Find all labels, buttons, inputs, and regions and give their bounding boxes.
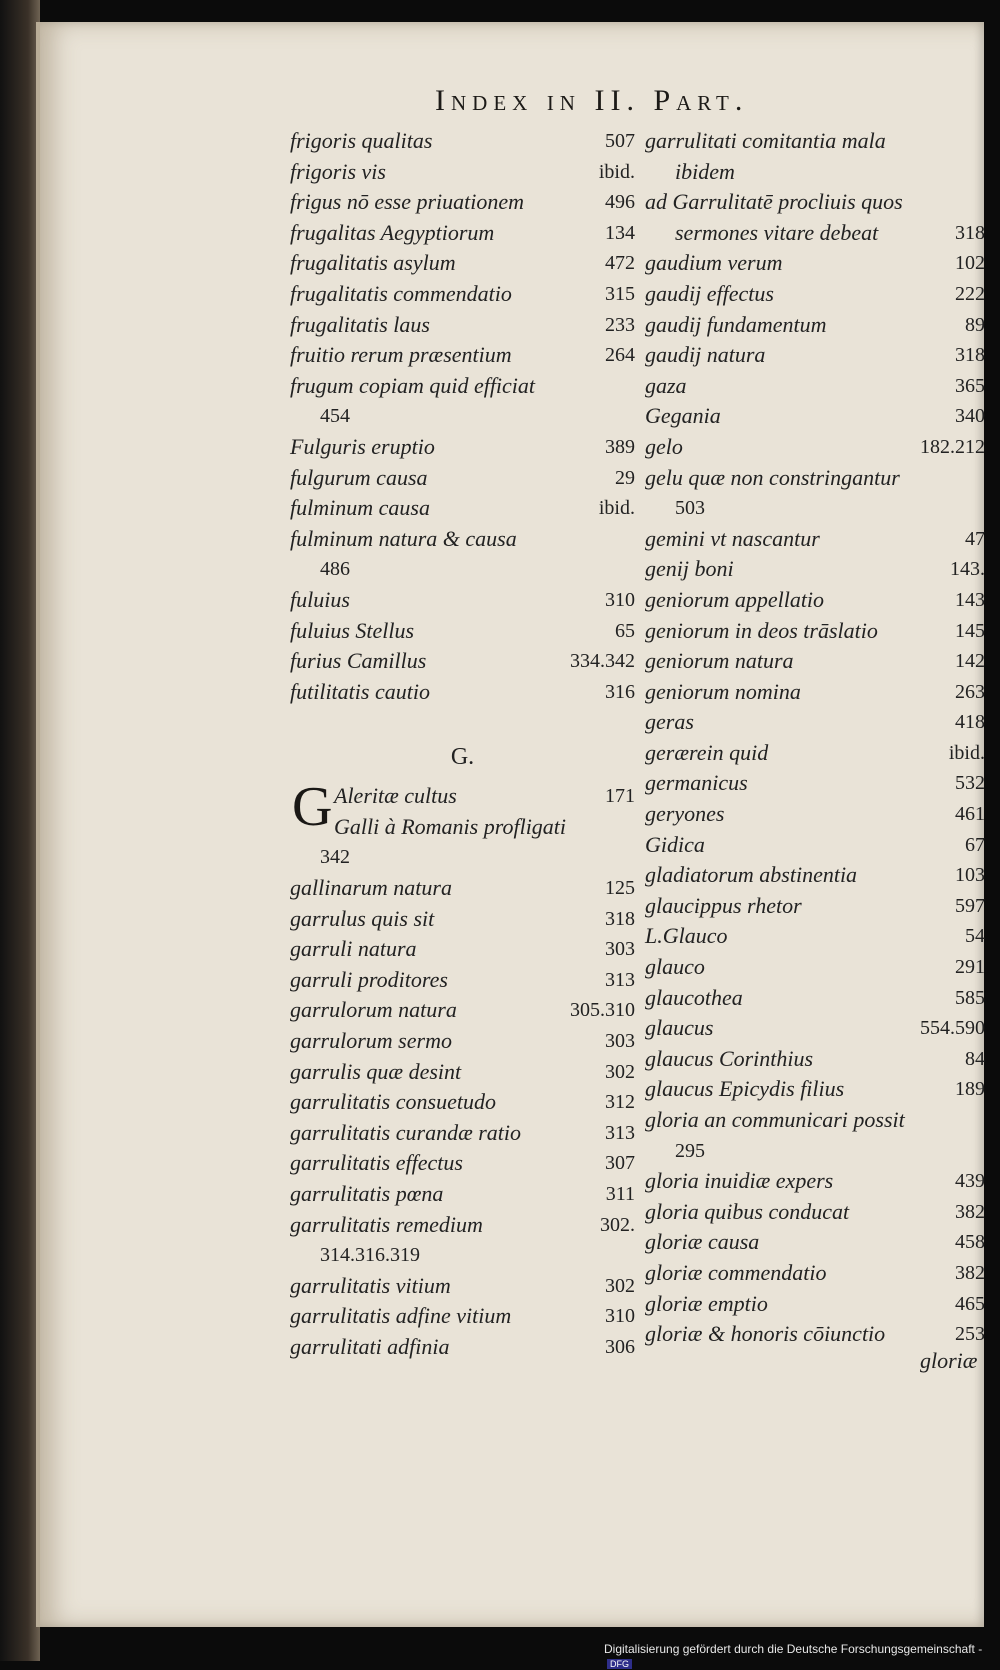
index-entry (290, 279, 635, 310)
entry-page-ref: 253 (955, 1323, 985, 1346)
entry-term: geniorum appellatio (645, 586, 825, 612)
entry-page-ref: 303 (605, 938, 635, 961)
entry-page-ref: 47 (965, 527, 985, 550)
entry-page-ref: ibid. (598, 497, 635, 520)
entry-page-ref: 597 (955, 894, 985, 917)
index-entry (645, 616, 985, 647)
entry-term: garrulitati comitantia mala (645, 128, 886, 153)
running-head: Index in II. Part. (435, 84, 749, 117)
entry-term: futilitatis cautio (290, 678, 430, 704)
entry-term: ibidem (675, 158, 735, 184)
index-entry (290, 554, 635, 585)
entry-term: gaudium verum (645, 250, 783, 276)
entry-page-ref: 310 (605, 1305, 635, 1328)
entry-page-ref: 340 (955, 405, 985, 428)
index-entry (290, 1271, 635, 1302)
entry-term: glaucus Corinthius (645, 1045, 814, 1071)
index-entry (290, 965, 635, 996)
entry-term: garruli natura (290, 936, 417, 962)
entry-term: garrulitatis adfine vitium (290, 1303, 512, 1329)
entry-page-ref: 334.342 (570, 650, 635, 673)
entry-page-ref: 310 (605, 588, 635, 611)
entry-term: fulgurum causa (290, 464, 428, 490)
entry-term: garrulitatis effectus (290, 1150, 463, 1176)
entry-term: gloria quibus conducat (645, 1198, 850, 1224)
entry-page-ref: 465 (955, 1292, 985, 1315)
entry-page-ref: 318 (955, 221, 985, 244)
entry-page-ref: 142 (955, 650, 985, 673)
entry-term: gaza (645, 372, 687, 398)
index-entry (290, 1026, 635, 1057)
entry-term: frigoris vis (290, 158, 386, 184)
index-entry (290, 812, 635, 843)
entry-term: glaucus Epicydis filius (645, 1076, 845, 1102)
entry-term: Gidica (645, 831, 705, 857)
entry-term: glauco (645, 954, 705, 980)
entry-page-ref: 302. (600, 1213, 635, 1236)
index-entry (645, 1136, 985, 1167)
entry-term: genij boni (645, 556, 734, 582)
entry-page-ref: 102 (955, 252, 985, 275)
entry-term: garrulorum sermo (290, 1028, 452, 1054)
entry-term: 454 (320, 405, 350, 428)
entry-page-ref: 103 (955, 864, 985, 887)
entry-term: Aleritæ cultus (334, 783, 457, 809)
entry-term: Galli à Romanis profligati (334, 813, 567, 839)
entry-term: Gegania (645, 403, 721, 429)
entry-page-ref: 365 (955, 374, 985, 397)
entry-term: gaudij natura (645, 342, 766, 368)
index-entry (645, 830, 985, 861)
index-entry (645, 310, 985, 341)
entry-term: gloriæ & honoris cōiunctio (645, 1321, 886, 1347)
entry-term: geniorum natura (645, 648, 794, 674)
index-entry (290, 904, 635, 935)
index-entry (645, 554, 985, 585)
index-entry (290, 463, 635, 494)
index-entry (645, 493, 985, 524)
index-entry (290, 310, 635, 341)
credit-text: Digitalisierung gefördert durch die Deutsche Forschungsgemeinschaft - (604, 1642, 983, 1656)
index-entry (290, 1210, 635, 1241)
index-entry (645, 524, 985, 555)
entry-term: garrulitatis curandæ ratio (290, 1119, 522, 1145)
index-entry (645, 279, 985, 310)
index-entry (645, 218, 985, 249)
index-entry (290, 1087, 635, 1118)
index-entry (645, 463, 985, 494)
index-entry (645, 646, 985, 677)
entry-term: ad Garrulitatē procliuis quos (645, 189, 903, 215)
index-entry (290, 432, 635, 463)
entry-page-ref: 496 (605, 191, 635, 214)
index-entry (290, 401, 635, 432)
entry-term: fulminum natura & causa (290, 525, 517, 551)
entry-page-ref: 89 (965, 313, 985, 336)
index-entry (645, 371, 985, 402)
entry-term: gloriæ causa (645, 1229, 760, 1255)
entry-term: glaucippus rhetor (645, 892, 802, 918)
index-entry (290, 1301, 635, 1332)
index-entry (290, 842, 635, 873)
index-entry (645, 1319, 985, 1350)
index-entry (290, 493, 635, 524)
entry-page-ref: 382 (955, 1261, 985, 1284)
entry-term: frugum copiam quid efficiat (290, 372, 536, 398)
entry-page-ref: 458 (955, 1231, 985, 1254)
entry-term: furius Camillus (290, 648, 427, 674)
entry-term: garrulis quæ desint (290, 1058, 462, 1084)
entry-page-ref: ibid. (598, 160, 635, 183)
index-entry (645, 585, 985, 616)
entry-page-ref: 264 (605, 344, 635, 367)
entry-term: gladiatorum abstinentia (645, 862, 858, 888)
entry-term: fuluius (290, 586, 350, 612)
entry-page-ref: 389 (605, 435, 635, 458)
entry-term: fruitio rerum præsentium (290, 342, 512, 368)
index-entry (290, 1179, 635, 1210)
entry-page-ref: 171 (605, 785, 635, 808)
index-entry (290, 248, 635, 279)
index-entry (290, 126, 635, 157)
index-column-left (290, 126, 635, 1363)
book-spine (0, 0, 40, 1661)
entry-page-ref: 145 (955, 619, 985, 642)
entry-term: garrulitati adfinia (290, 1333, 450, 1359)
entry-term: germanicus (645, 770, 748, 796)
entry-term: fulminum causa (290, 495, 430, 521)
entry-page-ref: 143 (955, 588, 985, 611)
index-entry (645, 1044, 985, 1075)
entry-term: frugalitas Aegyptiorum (290, 219, 495, 245)
entry-term: frigus nō esse priuationem (290, 189, 525, 215)
entry-page-ref: 313 (605, 1121, 635, 1144)
index-entry (645, 1166, 985, 1197)
index-entry (290, 733, 635, 781)
index-entry (645, 1227, 985, 1258)
index-entry (290, 371, 635, 402)
entry-page-ref: 222 (955, 282, 985, 305)
entry-page-ref: 303 (605, 1030, 635, 1053)
entry-term: frugalitatis laus (290, 311, 430, 337)
index-entry (290, 187, 635, 218)
entry-page-ref: 439 (955, 1170, 985, 1193)
entry-page-ref: 316 (605, 680, 635, 703)
entry-term: gerærein quid (645, 739, 769, 765)
entry-term: frigoris qualitas (290, 128, 433, 153)
catchword: gloriæ (920, 1348, 978, 1373)
index-entry (645, 1105, 985, 1136)
index-page (36, 22, 984, 1627)
index-entry (645, 707, 985, 738)
entry-page-ref: 311 (605, 1183, 635, 1205)
index-entry (290, 524, 635, 555)
entry-term: 503 (675, 497, 705, 520)
index-entry (290, 157, 635, 188)
entry-page-ref: ibid. (948, 741, 985, 764)
entry-page-ref: 307 (605, 1152, 635, 1175)
entry-term: glaucothea (645, 984, 743, 1010)
entry-page-ref: 291 (955, 956, 985, 979)
entry-term: gelo (645, 433, 683, 459)
index-entry (645, 921, 985, 952)
index-entry (645, 1289, 985, 1320)
entry-page-ref: 182.212 (920, 435, 985, 458)
index-entry (290, 995, 635, 1026)
index-entry (290, 646, 635, 677)
index-entry (645, 799, 985, 830)
index-entry (645, 891, 985, 922)
entry-term: garrulitatis pœna (290, 1181, 444, 1206)
drop-capital: G (292, 776, 333, 839)
entry-page-ref: 302 (605, 1060, 635, 1083)
index-entry (645, 187, 985, 218)
index-entry (645, 983, 985, 1014)
entry-term: geryones (645, 801, 725, 827)
entry-page-ref: 306 (605, 1335, 635, 1358)
entry-term: sermones vitare debeat (675, 219, 879, 245)
entry-page-ref: 585 (955, 986, 985, 1009)
index-entry (645, 432, 985, 463)
entry-page-ref: 461 (955, 803, 985, 826)
index-entry (290, 585, 635, 616)
entry-page-ref: 507 (605, 130, 635, 152)
entry-term: gloriæ emptio (645, 1290, 768, 1316)
entry-page-ref: 29 (615, 466, 635, 489)
index-entry (645, 340, 985, 371)
index-entry (290, 616, 635, 647)
entry-term: gelu quæ non constringantur (645, 464, 900, 490)
entry-page-ref: 134 (605, 221, 635, 244)
entry-page-ref: 418 (955, 711, 985, 734)
index-entry (645, 1074, 985, 1105)
index-column-right (645, 126, 985, 1350)
entry-term: geniorum nomina (645, 678, 801, 704)
entry-page-ref: 54 (965, 925, 985, 948)
entry-term: gloria an communicari possit (645, 1107, 905, 1132)
entry-term: geniorum in deos trāslatio (645, 617, 878, 643)
entry-page-ref: 318 (955, 344, 985, 367)
dfg-logo: DFG (607, 1659, 632, 1669)
entry-term: gaudij fundamentum (645, 311, 827, 337)
entry-term: gaudij effectus (645, 280, 774, 306)
index-entry (290, 1332, 635, 1363)
entry-term: gemini vt nascantur (645, 525, 820, 551)
entry-page-ref: 302 (605, 1274, 635, 1297)
index-entry (645, 952, 985, 983)
entry-page-ref: 312 (605, 1091, 635, 1114)
entry-term: gloria inuidiæ expers (645, 1168, 834, 1194)
entry-term: 295 (675, 1139, 705, 1162)
entry-term: 486 (320, 558, 350, 581)
index-entry (645, 401, 985, 432)
entry-term: 314.316.319 (320, 1244, 420, 1267)
entry-page-ref: 65 (615, 619, 635, 642)
entry-term: gloriæ commendatio (645, 1259, 827, 1285)
index-entry (290, 1240, 635, 1271)
index-entry (645, 126, 985, 157)
entry-term: fuluius Stellus (290, 617, 415, 643)
entry-page-ref: 263 (955, 680, 985, 703)
entry-term: 342 (320, 846, 350, 869)
entry-page-ref: 315 (605, 282, 635, 305)
index-entry (290, 340, 635, 371)
entry-page-ref: 318 (605, 907, 635, 930)
entry-page-ref: 313 (605, 968, 635, 991)
entry-page-ref: 189 (955, 1078, 985, 1101)
index-entry (290, 1148, 635, 1179)
index-entry (290, 873, 635, 904)
index-entry (645, 738, 985, 769)
index-entry (645, 768, 985, 799)
entry-page-ref: 233 (605, 313, 635, 336)
index-entry (290, 1057, 635, 1088)
index-entry (645, 860, 985, 891)
digitization-credit (604, 1642, 1000, 1670)
entry-page-ref: 125 (605, 877, 635, 900)
index-entry (290, 677, 635, 708)
entry-page-ref: 67 (965, 833, 985, 856)
section-letter: G. (450, 744, 475, 771)
entry-term: L.Glauco (645, 923, 728, 949)
index-entry (645, 1013, 985, 1044)
entry-term: geras (645, 709, 694, 735)
entry-term: frugalitatis asylum (290, 250, 456, 276)
index-entry (290, 707, 635, 733)
index-entry (645, 677, 985, 708)
index-entry (645, 157, 985, 188)
entry-page-ref: 143. (950, 558, 985, 581)
index-entry (645, 248, 985, 279)
entry-page-ref: 84 (965, 1047, 985, 1070)
entry-term: frugalitatis commendatio (290, 280, 512, 306)
index-entry (645, 1258, 985, 1289)
entry-term: garruli proditores (290, 966, 448, 992)
entry-page-ref: 532 (955, 772, 985, 795)
index-entry (290, 934, 635, 965)
index-entry (290, 218, 635, 249)
entry-page-ref: 472 (605, 252, 635, 275)
entry-page-ref: 554.590 (920, 1017, 985, 1040)
entry-page-ref: 382 (955, 1200, 985, 1223)
entry-page-ref: 305.310 (570, 999, 635, 1022)
entry-term: garrulitatis vitium (290, 1272, 451, 1298)
index-entry (290, 1118, 635, 1149)
entry-term: Fulguris eruptio (290, 433, 435, 459)
entry-term: garrulitatis consuetudo (290, 1089, 496, 1115)
entry-term: glaucus (645, 1015, 714, 1041)
entry-term: gallinarum natura (290, 875, 452, 901)
entry-term: garrulorum natura (290, 997, 457, 1023)
entry-term: garrulus quis sit (290, 905, 435, 931)
entry-term: garrulitatis remedium (290, 1211, 483, 1237)
index-entry (645, 1197, 985, 1228)
